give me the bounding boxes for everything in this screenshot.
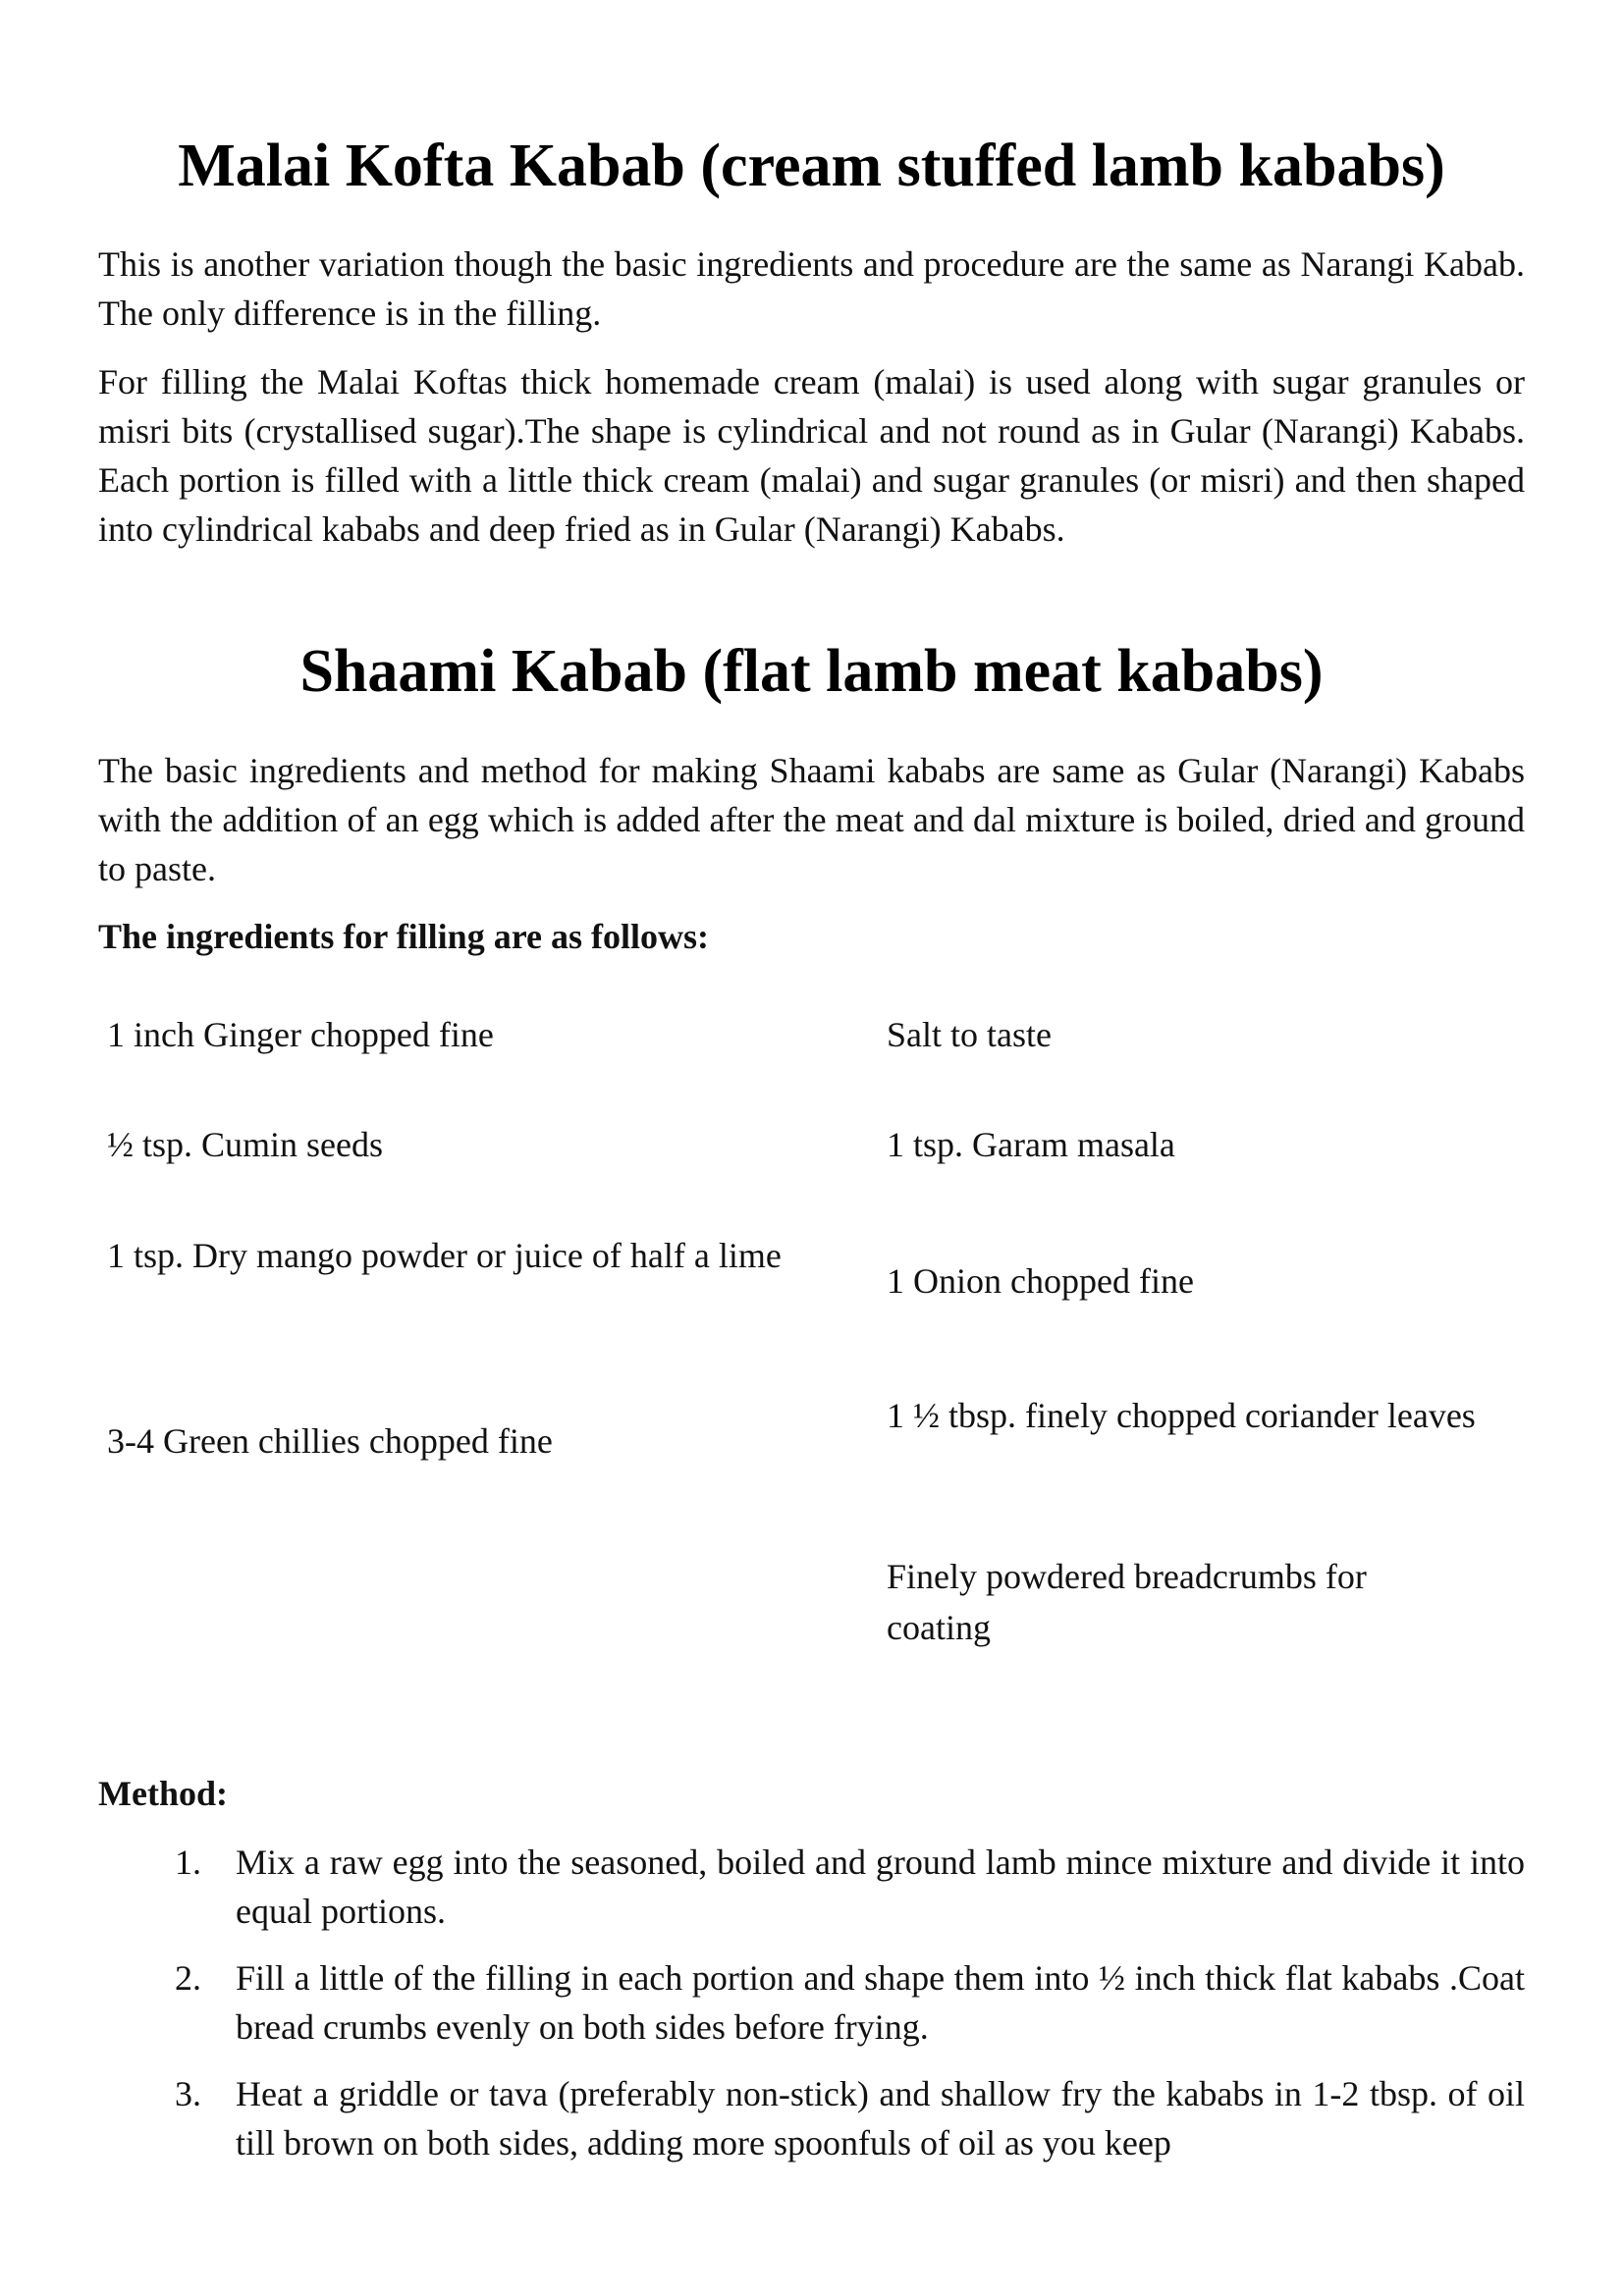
intro-paragraph: This is another variation though the basic ingredients and procedure are the same as Narangi Kabab. The only difference is in the filling. xyxy=(98,244,1525,333)
filling-paragraph: For filling the Malai Koftas thick homemade cream (malai) is used along with sugar granules or misri bits (crystallised sugar).The shape is cylindrical and not round as in Gular (Narangi) Kababs. Each portion is filled with a little thick cream (malai) and sugar granules (or misri) and then shaped into cylindrical kababs and deep fried as in Gular (Narangi) Kababs. xyxy=(98,362,1525,549)
section-title-shaami-kabab: Shaami Kabab (flat lamb meat kababs) xyxy=(299,638,1324,705)
ingredients-heading: The ingredients for filling are as follows: xyxy=(98,917,710,956)
step-number: 2. xyxy=(175,1958,201,1998)
ingredient-item: Salt to taste xyxy=(887,1015,1052,1054)
ingredient-item: ½ tsp. Cumin seeds xyxy=(107,1125,384,1164)
section-title-malai-kofta: Malai Kofta Kabab (cream stuffed lamb kababs) xyxy=(178,133,1445,199)
step-number: 3. xyxy=(175,2074,201,2113)
ingredient-item: 3-4 Green chillies chopped fine xyxy=(107,1421,553,1461)
step-text: Fill a little of the filling in each portion and shape them into ½ inch thick flat kababs .Coat bread crumbs evenly on both sides before frying. xyxy=(236,1958,1525,2047)
step-text: Heat a griddle or tava (preferably non-stick) and shallow fry the kababs in 1-2 tbsp. of oil till brown on both sides, adding more spoonfuls of oil as you keep xyxy=(236,2074,1525,2163)
method-heading: Method: xyxy=(98,1774,228,1813)
ingredient-item: 1 ½ tbsp. finely chopped coriander leaves xyxy=(887,1396,1476,1435)
ingredient-item: 1 inch Ginger chopped fine xyxy=(107,1015,494,1054)
step-text: Mix a raw egg into the seasoned, boiled and ground lamb mince mixture and divide it into equal portions. xyxy=(236,1842,1525,1931)
shaami-intro-paragraph: The basic ingredients and method for making Shaami kababs are same as Gular (Narangi) Kababs with the addition of an egg which is added after the meat and dal mixture is boiled, dried and ground to paste. xyxy=(98,751,1525,888)
ingredient-item: Finely powdered breadcrumbs for coating xyxy=(887,1557,1367,1647)
ingredient-item: 1 Onion chopped fine xyxy=(887,1261,1194,1301)
ingredient-item: 1 tsp. Dry mango powder or juice of half a lime xyxy=(107,1236,782,1275)
ingredient-item: 1 tsp. Garam masala xyxy=(887,1125,1175,1164)
step-number: 1. xyxy=(175,1842,201,1882)
